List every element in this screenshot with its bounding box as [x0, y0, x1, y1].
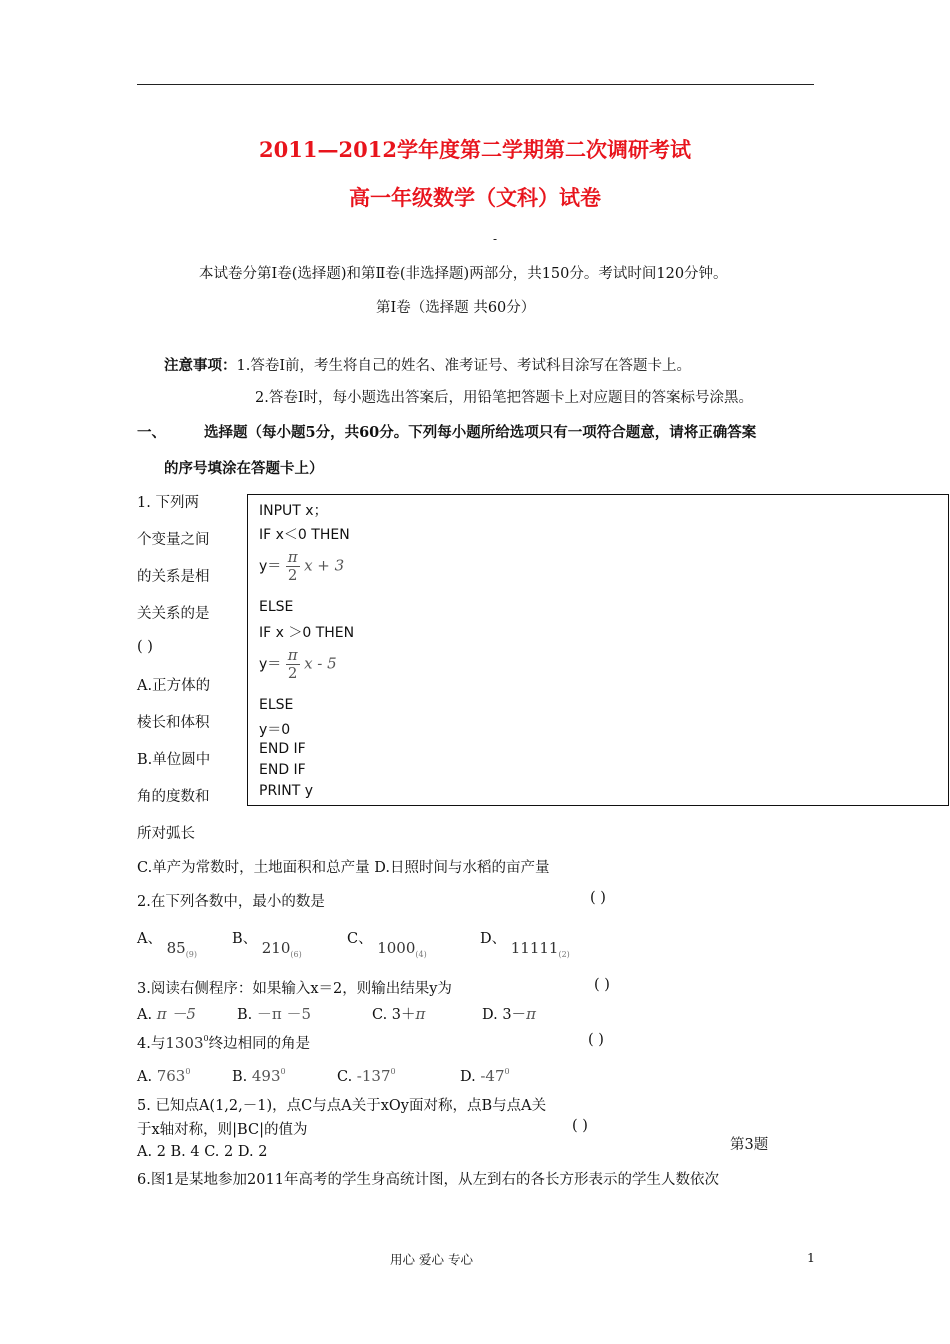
pi-over-2-fraction: $\frac{\pi}{2}$: [287, 646, 298, 682]
q4-option-b: B. $493^0$: [232, 1067, 286, 1085]
code-line: y＝0: [259, 722, 291, 738]
section-heading-cont: 的序号填涂在答题卡上）: [164, 460, 324, 477]
section-heading: 选择题（每小题5分，共60分。下列每小题所给选项只有一项符合题意，请将正确答案: [204, 424, 757, 441]
q1-line: 关关系的是: [137, 606, 210, 622]
q1-line: 所对弧长: [137, 826, 195, 842]
code-line: IF x ＞0 THEN: [259, 625, 355, 641]
q1-line: 个变量之间: [137, 532, 210, 548]
q2-option-c: C、 $1000_{(4)}$: [347, 931, 427, 959]
code-line: IF x＜0 THEN: [259, 527, 350, 543]
header-rule: [137, 84, 814, 85]
q5-answer-paren: ( ): [572, 1118, 588, 1134]
q1-line: 1. 下列两: [137, 495, 199, 511]
intro-line: 本试卷分第Ⅰ卷(选择题)和第Ⅱ卷(非选择题)两部分，共150分。考试时间120分钟。: [199, 266, 728, 282]
code-assign-y2: y＝ $\frac{\pi}{2}$ x - 5: [259, 646, 337, 682]
q2-option-d: D、 $11111_{(2)}$: [480, 931, 570, 959]
q1-line: 角的度数和: [137, 789, 210, 805]
q6-stem: 6.图1是某地参加2011年高考的学生身高统计图，从左到右的各长方形表示的学生人数依次: [137, 1172, 719, 1188]
q3-answer-paren: ( ): [594, 977, 610, 993]
q4-answer-paren: ( ): [588, 1032, 604, 1048]
q2-option-b: B、 $210_{(6)}$: [232, 931, 302, 959]
q4-option-d: D. $-47^0$: [460, 1067, 510, 1085]
q1-line: ( ): [137, 639, 153, 655]
dash-mark: -: [493, 232, 498, 246]
code-assign-y1: y＝ $\frac{\pi}{2}$ x + 3: [259, 548, 345, 584]
code-line: ELSE: [259, 599, 294, 615]
code-line: INPUT x；: [259, 503, 328, 519]
q5-stem: 5. 已知点A(1,2,－1)，点C与点A关于xOy面对称，点B与点A关: [137, 1098, 547, 1114]
program-code-box: [247, 494, 949, 806]
q4-stem: 4.与1303$^0$终边相同的角是: [137, 1034, 311, 1052]
q4-option-c: C. $-137^0$: [337, 1067, 396, 1085]
exam-subtitle: 高一年级数学（文科）试卷: [349, 185, 601, 210]
code-line: END IF: [259, 741, 306, 757]
q1-line: 的关系是相: [137, 569, 210, 585]
notice-label: 注意事项：: [164, 357, 237, 374]
code-line: PRINT y: [259, 783, 314, 799]
notice-item-1: 1.答卷Ⅰ前，考生将自己的姓名、准考证号、考试科目涂写在答题卡上。: [236, 358, 692, 374]
code-line: ELSE: [259, 697, 294, 713]
page-footer: 用心 爱心 专心: [390, 1252, 473, 1267]
q1-line: B.单位圆中: [137, 752, 211, 768]
q3-option-c: C. 3＋π: [372, 1005, 426, 1023]
pi-over-2-fraction: $\frac{\pi}{2}$: [287, 548, 298, 584]
q3-option-b: B. －π －5: [237, 1005, 312, 1023]
q4-option-a: A. $763^0$: [137, 1067, 191, 1085]
q1-line: 棱长和体积: [137, 715, 210, 731]
q3-option-d: D. 3－π: [482, 1005, 536, 1023]
q5-options: A. 2 B. 4 C. 2 D. 2: [137, 1144, 268, 1160]
section-number: 一、: [137, 424, 166, 441]
q1-options-cd: C.单产为常数时，土地面积和总产量 D.日照时间与水稻的亩产量: [137, 860, 550, 876]
q3-option-a: A. π －5: [137, 1005, 196, 1023]
notice: [164, 354, 691, 375]
page-number: 1: [807, 1250, 815, 1265]
exam-title: 2011—2012学年度第二学期第二次调研考试: [259, 137, 691, 162]
figure-caption: 第3题: [730, 1137, 769, 1153]
q2-answer-paren: ( ): [590, 890, 606, 906]
code-line: END IF: [259, 762, 306, 778]
q1-line: A.正方体的: [137, 678, 211, 694]
q3-stem: 3.阅读右侧程序：如果输入x＝2，则输出结果y为: [137, 981, 452, 997]
notice-item-2: 2.答卷Ⅰ时，每小题选出答案后，用铅笔把答题卡上对应题目的答案标号涂黑。: [255, 390, 754, 406]
q2-stem: 2.在下列各数中，最小的数是: [137, 894, 325, 910]
q5-stem-cont: 于x轴对称，则|BC|的值为: [137, 1122, 308, 1138]
q2-option-a: A、 $85_{(9)}$: [137, 931, 198, 959]
part-heading: 第Ⅰ卷（选择题 共60分）: [376, 300, 536, 316]
